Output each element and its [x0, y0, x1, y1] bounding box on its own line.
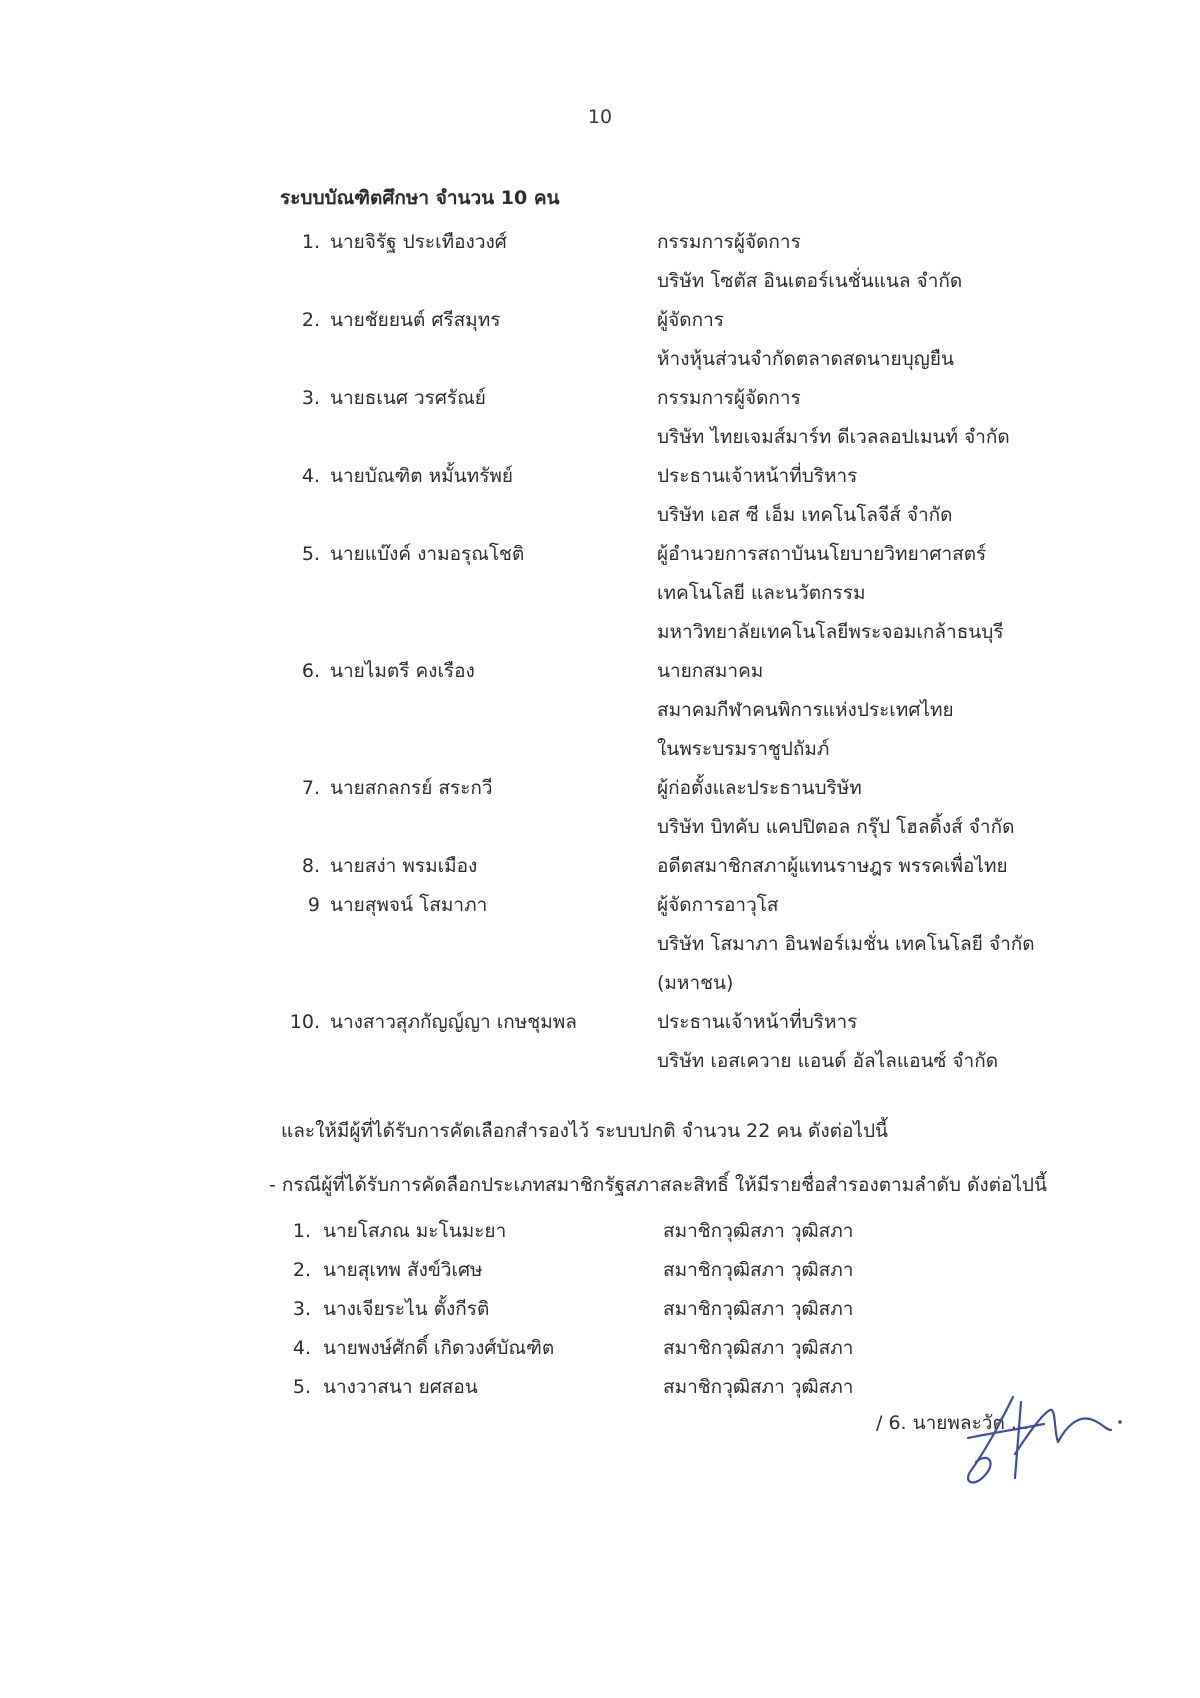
member-number: 2.	[301, 309, 320, 331]
member-positions	[657, 652, 954, 769]
member-position-line: ห้างหุ้นส่วนจำกัดตลาดสดนายบุญยืน	[657, 348, 954, 370]
member-position-line: บริษัท ไทยเจมส์มาร์ท ดีเวลลอปเมนท์ จำกัด	[657, 426, 1010, 448]
member-row	[280, 769, 1140, 847]
member-number: 5.	[301, 543, 320, 565]
signature-stroke	[1015, 1402, 1021, 1478]
reserve-name: นางเจียระไน ตั้งกีรติ	[323, 1298, 490, 1320]
member-positions	[657, 769, 1014, 847]
reserve-number: 2.	[292, 1259, 311, 1281]
reserve-position: สมาชิกวุฒิสภา วุฒิสภา	[663, 1220, 854, 1242]
member-position-line: ผู้อำนวยการสถาบันนโยบายวิทยาศาสตร์	[657, 543, 987, 565]
reserve-row	[270, 1329, 1130, 1368]
member-name: นายจิรัฐ ประเทืองวงศ์	[330, 231, 507, 253]
member-row	[280, 652, 1140, 769]
reserve-name: นายสุเทพ สังข์วิเศษ	[323, 1259, 483, 1281]
section-heading: ระบบบัณฑิตศึกษา จำนวน 10 คน	[280, 187, 560, 209]
member-position-line: ประธานเจ้าหน้าที่บริหาร	[657, 465, 858, 487]
member-positions	[657, 1003, 998, 1081]
signature-stroke	[968, 1424, 1044, 1438]
member-row	[280, 379, 1140, 457]
reserve-case-paragraph: - กรณีผู้ที่ได้รับการคัดลือกประเภทสมาชิกรัฐสภาสละสิทธิ์ ให้มีรายชื่อสำรองตามลำดับ ดังต่อไปนี้	[269, 1174, 1047, 1196]
member-name: นายแบ๊งค์ งามอรุณโชติ	[330, 543, 525, 565]
member-number: 3.	[301, 387, 320, 409]
reserve-row	[270, 1212, 1130, 1251]
member-name: นายสกลกรย์ สระกวี	[330, 777, 493, 799]
member-row	[280, 301, 1140, 379]
member-position-line: ผู้จัดการ	[657, 309, 724, 331]
member-number: 8.	[301, 855, 320, 877]
reserve-row	[270, 1290, 1130, 1329]
signature	[958, 1392, 1128, 1492]
page-number: 10	[587, 106, 613, 128]
member-position-line: สมาคมกีฬาคนพิการแห่งประเทศไทย	[657, 699, 954, 721]
reserve-row	[270, 1251, 1130, 1290]
member-number: 7.	[301, 777, 320, 799]
member-position-line: มหาวิทยาลัยเทคโนโลยีพระจอมเกล้าธนบุรี	[657, 621, 1004, 643]
member-positions	[657, 457, 952, 535]
member-name: นายชัยยนต์ ศรีสมุทร	[330, 309, 501, 331]
member-positions	[657, 886, 1035, 1003]
member-name: นางสาวสุภกัญญ์ญา เกษชุมพล	[330, 1011, 577, 1033]
reserve-number: 5.	[292, 1376, 311, 1398]
member-number: 4.	[301, 465, 320, 487]
reserve-position: สมาชิกวุฒิสภา วุฒิสภา	[663, 1337, 854, 1359]
member-position-line: กรรมการผู้จัดการ	[657, 387, 801, 409]
member-position-line: กรรมการผู้จัดการ	[657, 231, 801, 253]
member-position-line: บริษัท โซตัส อินเตอร์เนชั่นแนล จำกัด	[657, 270, 963, 292]
reserve-position: สมาชิกวุฒิสภา วุฒิสภา	[663, 1259, 854, 1281]
member-position-line: บริษัท เอสเควาย แอนด์ อัลไลแอนซ์ จำกัด	[657, 1050, 999, 1072]
member-name: นายบัณฑิต หมั้นทรัพย์	[330, 465, 514, 487]
reserve-member-list	[270, 1212, 1130, 1407]
reserve-number: 3.	[292, 1298, 311, 1320]
member-position-line: นายกสมาคม	[657, 660, 764, 682]
reserve-position: สมาชิกวุฒิสภา วุฒิสภา	[663, 1298, 854, 1320]
member-position-line: (มหาชน)	[657, 972, 734, 994]
continuation-note: / 6. นายพละวัต ...	[876, 1412, 1029, 1434]
member-name: นายธเนศ วรศรัณย์	[330, 387, 486, 409]
reserve-position: สมาชิกวุฒิสภา วุฒิสภา	[663, 1376, 854, 1398]
member-row	[280, 847, 1140, 886]
member-row	[280, 457, 1140, 535]
reserve-number: 4.	[292, 1337, 311, 1359]
member-positions	[657, 223, 962, 301]
member-number: 1.	[301, 231, 320, 253]
member-row	[280, 1003, 1140, 1081]
member-position-line: ในพระบรมราชูปถัมภ์	[657, 738, 830, 760]
member-position-line: บริษัท บิทคับ แคปปิตอล กรุ๊ป โฮลดิ้งส์ จำกัด	[657, 816, 1015, 838]
reserve-name: นายโสภณ มะโนมะยา	[323, 1220, 507, 1242]
graduate-member-list	[280, 223, 1140, 1081]
member-position-line: บริษัท เอส ซี เอ็ม เทคโนโลจีส์ จำกัด	[657, 504, 953, 526]
signature-stroke	[1015, 1410, 1111, 1454]
member-number: 9	[307, 894, 320, 916]
signature-dot	[1118, 1420, 1122, 1424]
reserve-number: 1.	[292, 1220, 311, 1242]
signature-stroke	[968, 1397, 1013, 1482]
member-number: 6.	[301, 660, 320, 682]
member-row	[280, 886, 1140, 1003]
member-row	[280, 223, 1140, 301]
member-row	[280, 535, 1140, 652]
member-position-line: ประธานเจ้าหน้าที่บริหาร	[657, 1011, 858, 1033]
member-name: นายสุพจน์ โสมาภา	[330, 894, 488, 916]
member-positions	[657, 535, 1004, 652]
member-positions	[657, 847, 1008, 886]
reserve-name: นายพงษ์ศักดิ์ เกิดวงศ์บัณฑิต	[323, 1337, 555, 1359]
reserve-intro-paragraph: และให้มีผู้ที่ได้รับการคัดเลือกสำรองไว้ ระบบปกติ จำนวน 22 คน ดังต่อไปนี้	[281, 1120, 889, 1142]
member-name: นายสง่า พรมเมือง	[330, 855, 478, 877]
reserve-name: นางวาสนา ยศสอน	[323, 1376, 478, 1398]
member-position-line: เทคโนโลยี และนวัตกรรม	[657, 582, 866, 604]
member-positions	[657, 301, 954, 379]
member-name: นายไมตรี คงเรือง	[330, 660, 475, 682]
member-position-line: ผู้ก่อตั้งและประธานบริษัท	[657, 777, 862, 799]
member-position-line: ผู้จัดการอาวุโส	[657, 894, 779, 916]
member-position-line: อดีตสมาชิกสภาผู้แทนราษฎร พรรคเพื่อไทย	[657, 855, 1008, 877]
member-positions	[657, 379, 1010, 457]
member-number: 10.	[289, 1011, 320, 1033]
member-position-line: บริษัท โสมาภา อินฟอร์เมชั่น เทคโนโลยี จำกัด	[657, 933, 1035, 955]
